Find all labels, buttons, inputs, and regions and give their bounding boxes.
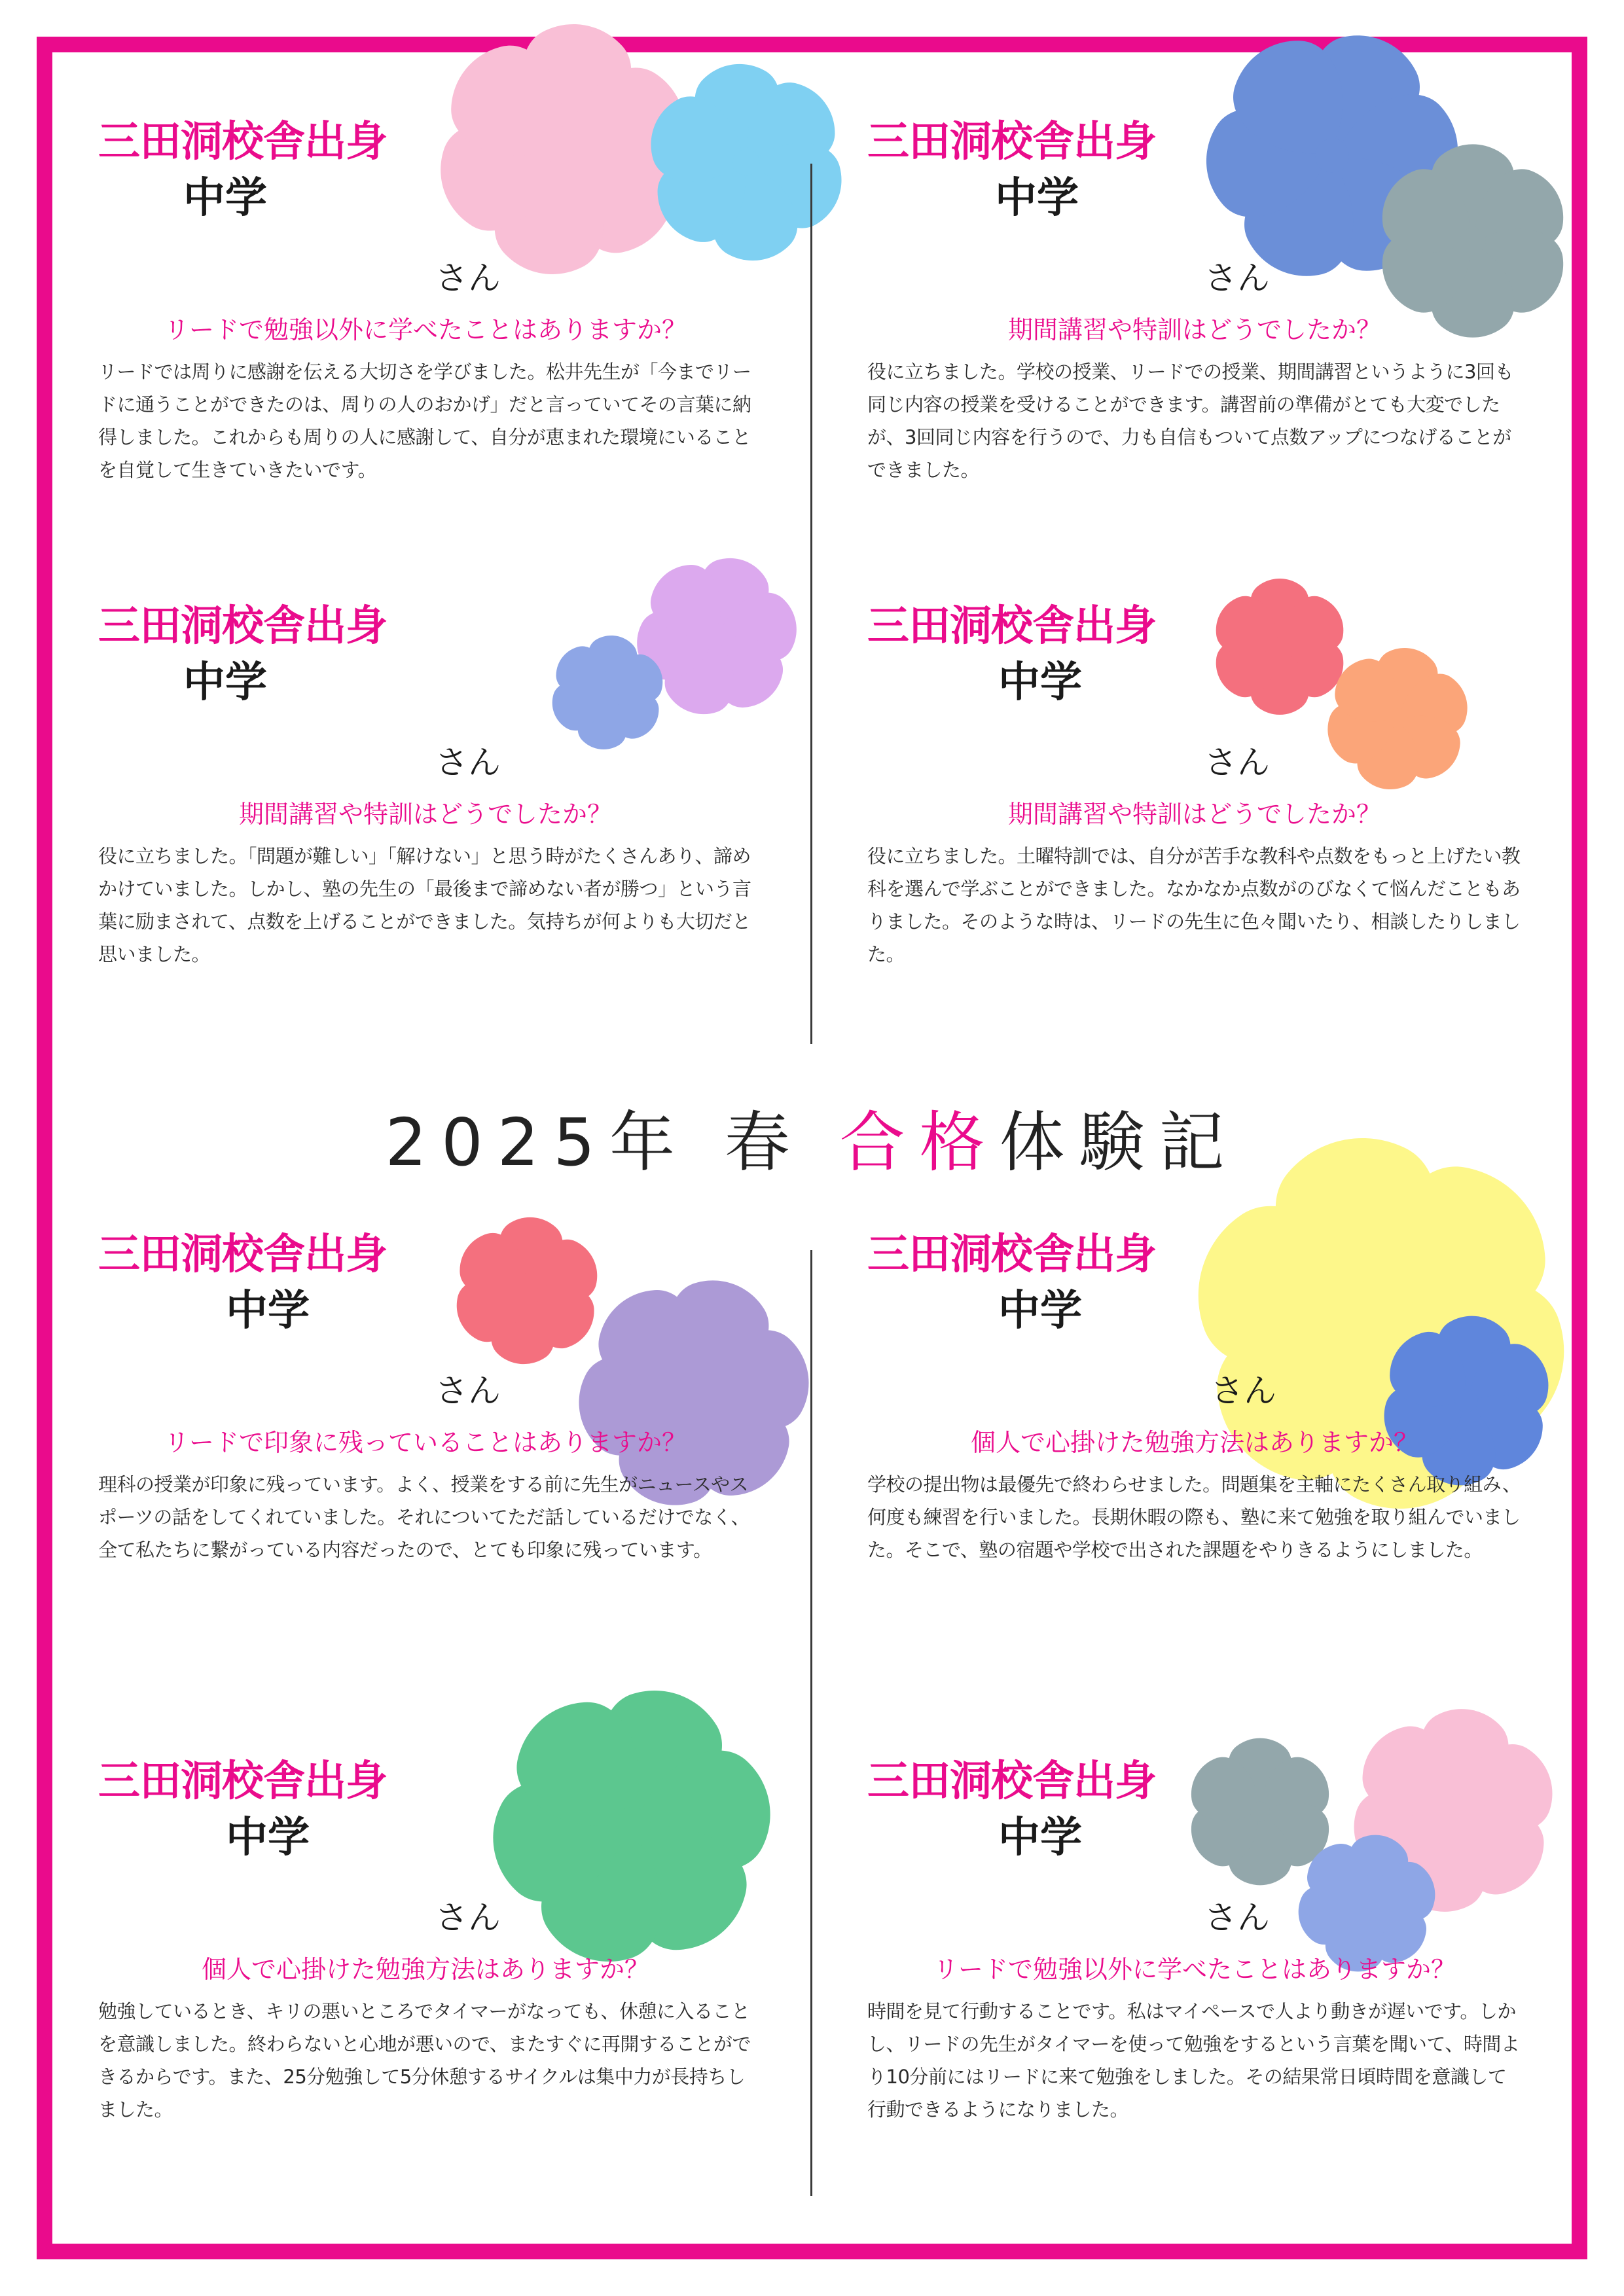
question-heading: リードで勉強以外に学べたことはありますか？ xyxy=(933,1955,1456,1984)
school-name: 三田洞校舎出身 xyxy=(98,1757,387,1806)
answer-text: 学校の提出物は最優先で終わらせました。問題集を主軸にたくさん取り組み、何度も練習を行いました。長期休暇の際も、塾に来て勉強を取り組んでいました。そこで、塾の宿題や学校で出された課題をやりきるようにしました。 xyxy=(867,1473,1521,1561)
honorific: さん xyxy=(1204,259,1270,297)
honorific: さん xyxy=(1204,744,1270,781)
grade-label: 中学 xyxy=(183,174,267,223)
question-heading: リードで勉強以外に学べたことはありますか？ xyxy=(164,315,687,344)
answer-text: 役に立ちました。「問題が難しい」「解けない」と思う時がたくさんあり、諦めかけていました。しかし、塾の先生の「最後まで諦めない者が勝つ」という言葉に励まされて、点数を上げることができました。気持ちが何よりも大切だと思いました。 xyxy=(98,845,751,965)
school-name: 三田洞校舎出身 xyxy=(98,118,387,166)
honorific: さん xyxy=(435,259,501,297)
answer-text: リードでは周りに感謝を伝える大切さを学びました。松井先生が「今までリードに通うことができたのは、周りの人のおかげ」だと言っていてその言葉に納得しました。これからも周りの人に感謝して、自分が恵まれた環境にいることを自覚して生きていきたいです。 xyxy=(98,361,751,481)
column-divider-bottom xyxy=(810,1250,812,2196)
honorific: さん xyxy=(1204,1899,1270,1937)
answer-text: 役に立ちました。土曜特訓では、自分が苦手な教科や点数をもっと上げたい教科を選んで学ぶことができました。なかなか点数がのびなくて悩んだこともありました。そのような時は、リードの先生に色々聞いたり、相談したりしました。 xyxy=(867,845,1521,965)
school-name: 三田洞校舎出身 xyxy=(98,602,387,651)
answer-text: 理科の授業が印象に残っています。よく、授業をする前に先生がニュースやスポーツの話をしてくれていました。それについてただ話しているだけでなく、全て私たちに繋がっている内容だったので、とても印象に残っています。 xyxy=(98,1473,750,1561)
school-name: 三田洞校舎出身 xyxy=(98,1230,387,1279)
school-name: 三田洞校舎出身 xyxy=(867,602,1156,651)
grade-label: 中学 xyxy=(995,174,1079,223)
school-name: 三田洞校舎出身 xyxy=(867,1230,1156,1279)
honorific: さん xyxy=(435,744,501,781)
grade-label: 中学 xyxy=(183,658,267,707)
grade-label: 中学 xyxy=(226,1814,310,1862)
question-heading: 期間講習や特訓はどうでしたか？ xyxy=(1007,315,1381,344)
honorific: さん xyxy=(1211,1372,1276,1410)
question-heading: 個人で心掛けた勉強方法はありますか？ xyxy=(201,1955,649,1984)
answer-text: 役に立ちました。学校の授業、リードでの授業、期間講習というように3回も同じ内容の授業を受けることができます。講習前の準備がとても大変でしたが、3回同じ内容を行うので、力も自信もついて点数アップにつなげることができました。 xyxy=(867,361,1513,481)
column-divider-top xyxy=(810,164,812,1044)
question-heading: 期間講習や特訓はどうでしたか？ xyxy=(1007,800,1381,829)
page-title: 2025年 春 合格体験記 xyxy=(385,1104,1239,1181)
question-heading: 個人で心掛けた勉強方法はありますか？ xyxy=(970,1428,1418,1457)
answer-text: 勉強しているとき、キリの悪いところでタイマーがなっても、休憩に入ることを意識しました。終わらないと心地が悪いので、またすぐに再開することができるからです。また、25分勉強して5分休憩するサイクルは集中力が長持ちしました。 xyxy=(98,2000,751,2121)
honorific: さん xyxy=(435,1899,501,1937)
question-heading: 期間講習や特訓はどうでしたか？ xyxy=(238,800,612,829)
grade-label: 中学 xyxy=(998,1814,1082,1862)
flower-icon xyxy=(1206,579,1354,715)
honorific: さん xyxy=(435,1372,501,1410)
grade-label: 中学 xyxy=(998,658,1082,707)
flower-icon xyxy=(441,1211,613,1371)
school-name: 三田洞校舎出身 xyxy=(867,1757,1156,1806)
grade-label: 中学 xyxy=(998,1287,1082,1335)
question-heading: リードで印象に残っていることはありますか？ xyxy=(164,1428,687,1457)
school-name: 三田洞校舎出身 xyxy=(867,118,1156,166)
grade-label: 中学 xyxy=(226,1287,310,1335)
answer-text: 時間を見て行動することです。私はマイペースで人より動きが遅いです。しかし、リードの先生がタイマーを使って勉強をするという言葉を聞いて、時間より10分前にはリードに来て勉強をしました。その結果常日頃時間を意識して行動できるようになりました。 xyxy=(867,2000,1520,2121)
